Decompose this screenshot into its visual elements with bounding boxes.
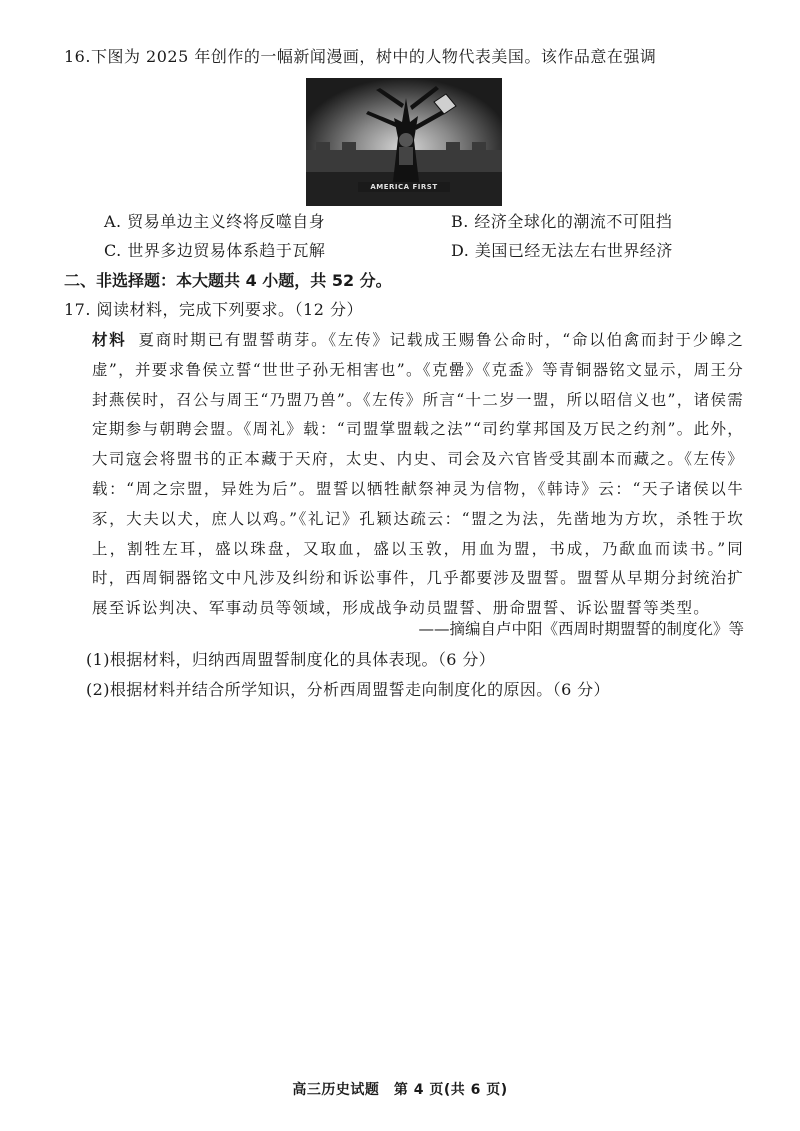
option-b: B. 经济全球化的潮流不可阻挡 bbox=[451, 212, 673, 231]
option-d: D. 美国已经无法左右世界经济 bbox=[451, 241, 673, 260]
cartoon-caption: AMERICA FIRST bbox=[370, 183, 438, 191]
page-footer: 高三历史试题 第 4 页(共 6 页) bbox=[292, 1082, 508, 1098]
section-title: 二、非选择题：本大题共 4 小题，共 52 分。 bbox=[64, 271, 392, 290]
sub-question-1: (1)根据材料，归纳西周盟誓制度化的具体表现。（6 分） bbox=[86, 650, 496, 669]
option-a: A. 贸易单边主义终将反噬自身 bbox=[104, 212, 326, 231]
option-c: C. 世界多边贸易体系趋于瓦解 bbox=[104, 241, 326, 260]
question-16-stem: 16.下图为 2025 年创作的一幅新闻漫画，树中的人物代表美国。该作品意在强调 bbox=[64, 47, 657, 66]
material-text: 夏商时期已有盟誓萌芽。《左传》记载成王赐鲁公命时，“命以伯禽而封于少皞之虚”，并要求鲁侯立誓“世世子孙无相害也”。《克罍》《克盉》等青铜器铭文显示，周王分封燕侯时，召公与周王“乃盟乃兽”。《左传》所言“十二岁一盟，所以昭信义也”，诸侯需定期参与朝聘会盟。《周礼》载：“司盟掌盟载之法”“司约掌邦国及万民之约剂”。此外，大司寇会将盟书的正本藏于天府，太史、内史、司会及六官皆受其副本而藏之。《左传》载：“周之宗盟，异姓为后”。盟誓以牺牲献祭神灵为信物，《韩诗》云：“天子诸侯以牛豕，大夫以犬，庶人以鸡。”《礼记》孔颖达疏云：“盟之为法，先凿地为方坎，杀牲于坎上，割牲左耳，盛以珠盘，又取血，盛以玉敦，用血为盟，书成，乃歃血而读书。”同时，西周铜器铭文中凡涉及纠纷和诉讼事件，几乎都要涉及盟誓。盟誓从早期分封统治扩展至诉讼判决、军事动员等领域，形成战争动员盟誓、册命盟誓、诉讼盟誓等类型。 bbox=[92, 331, 744, 618]
material-source: ——摘编自卢中阳《西周时期盟誓的制度化》等 bbox=[418, 620, 744, 638]
news-cartoon-image bbox=[306, 78, 502, 206]
material-tag: 材料 bbox=[92, 331, 127, 349]
material-passage bbox=[92, 326, 744, 624]
sub-question-2: (2)根据材料并结合所学知识，分析西周盟誓走向制度化的原因。（6 分） bbox=[86, 680, 610, 699]
question-17-stem: 17. 阅读材料，完成下列要求。（12 分） bbox=[64, 300, 363, 319]
